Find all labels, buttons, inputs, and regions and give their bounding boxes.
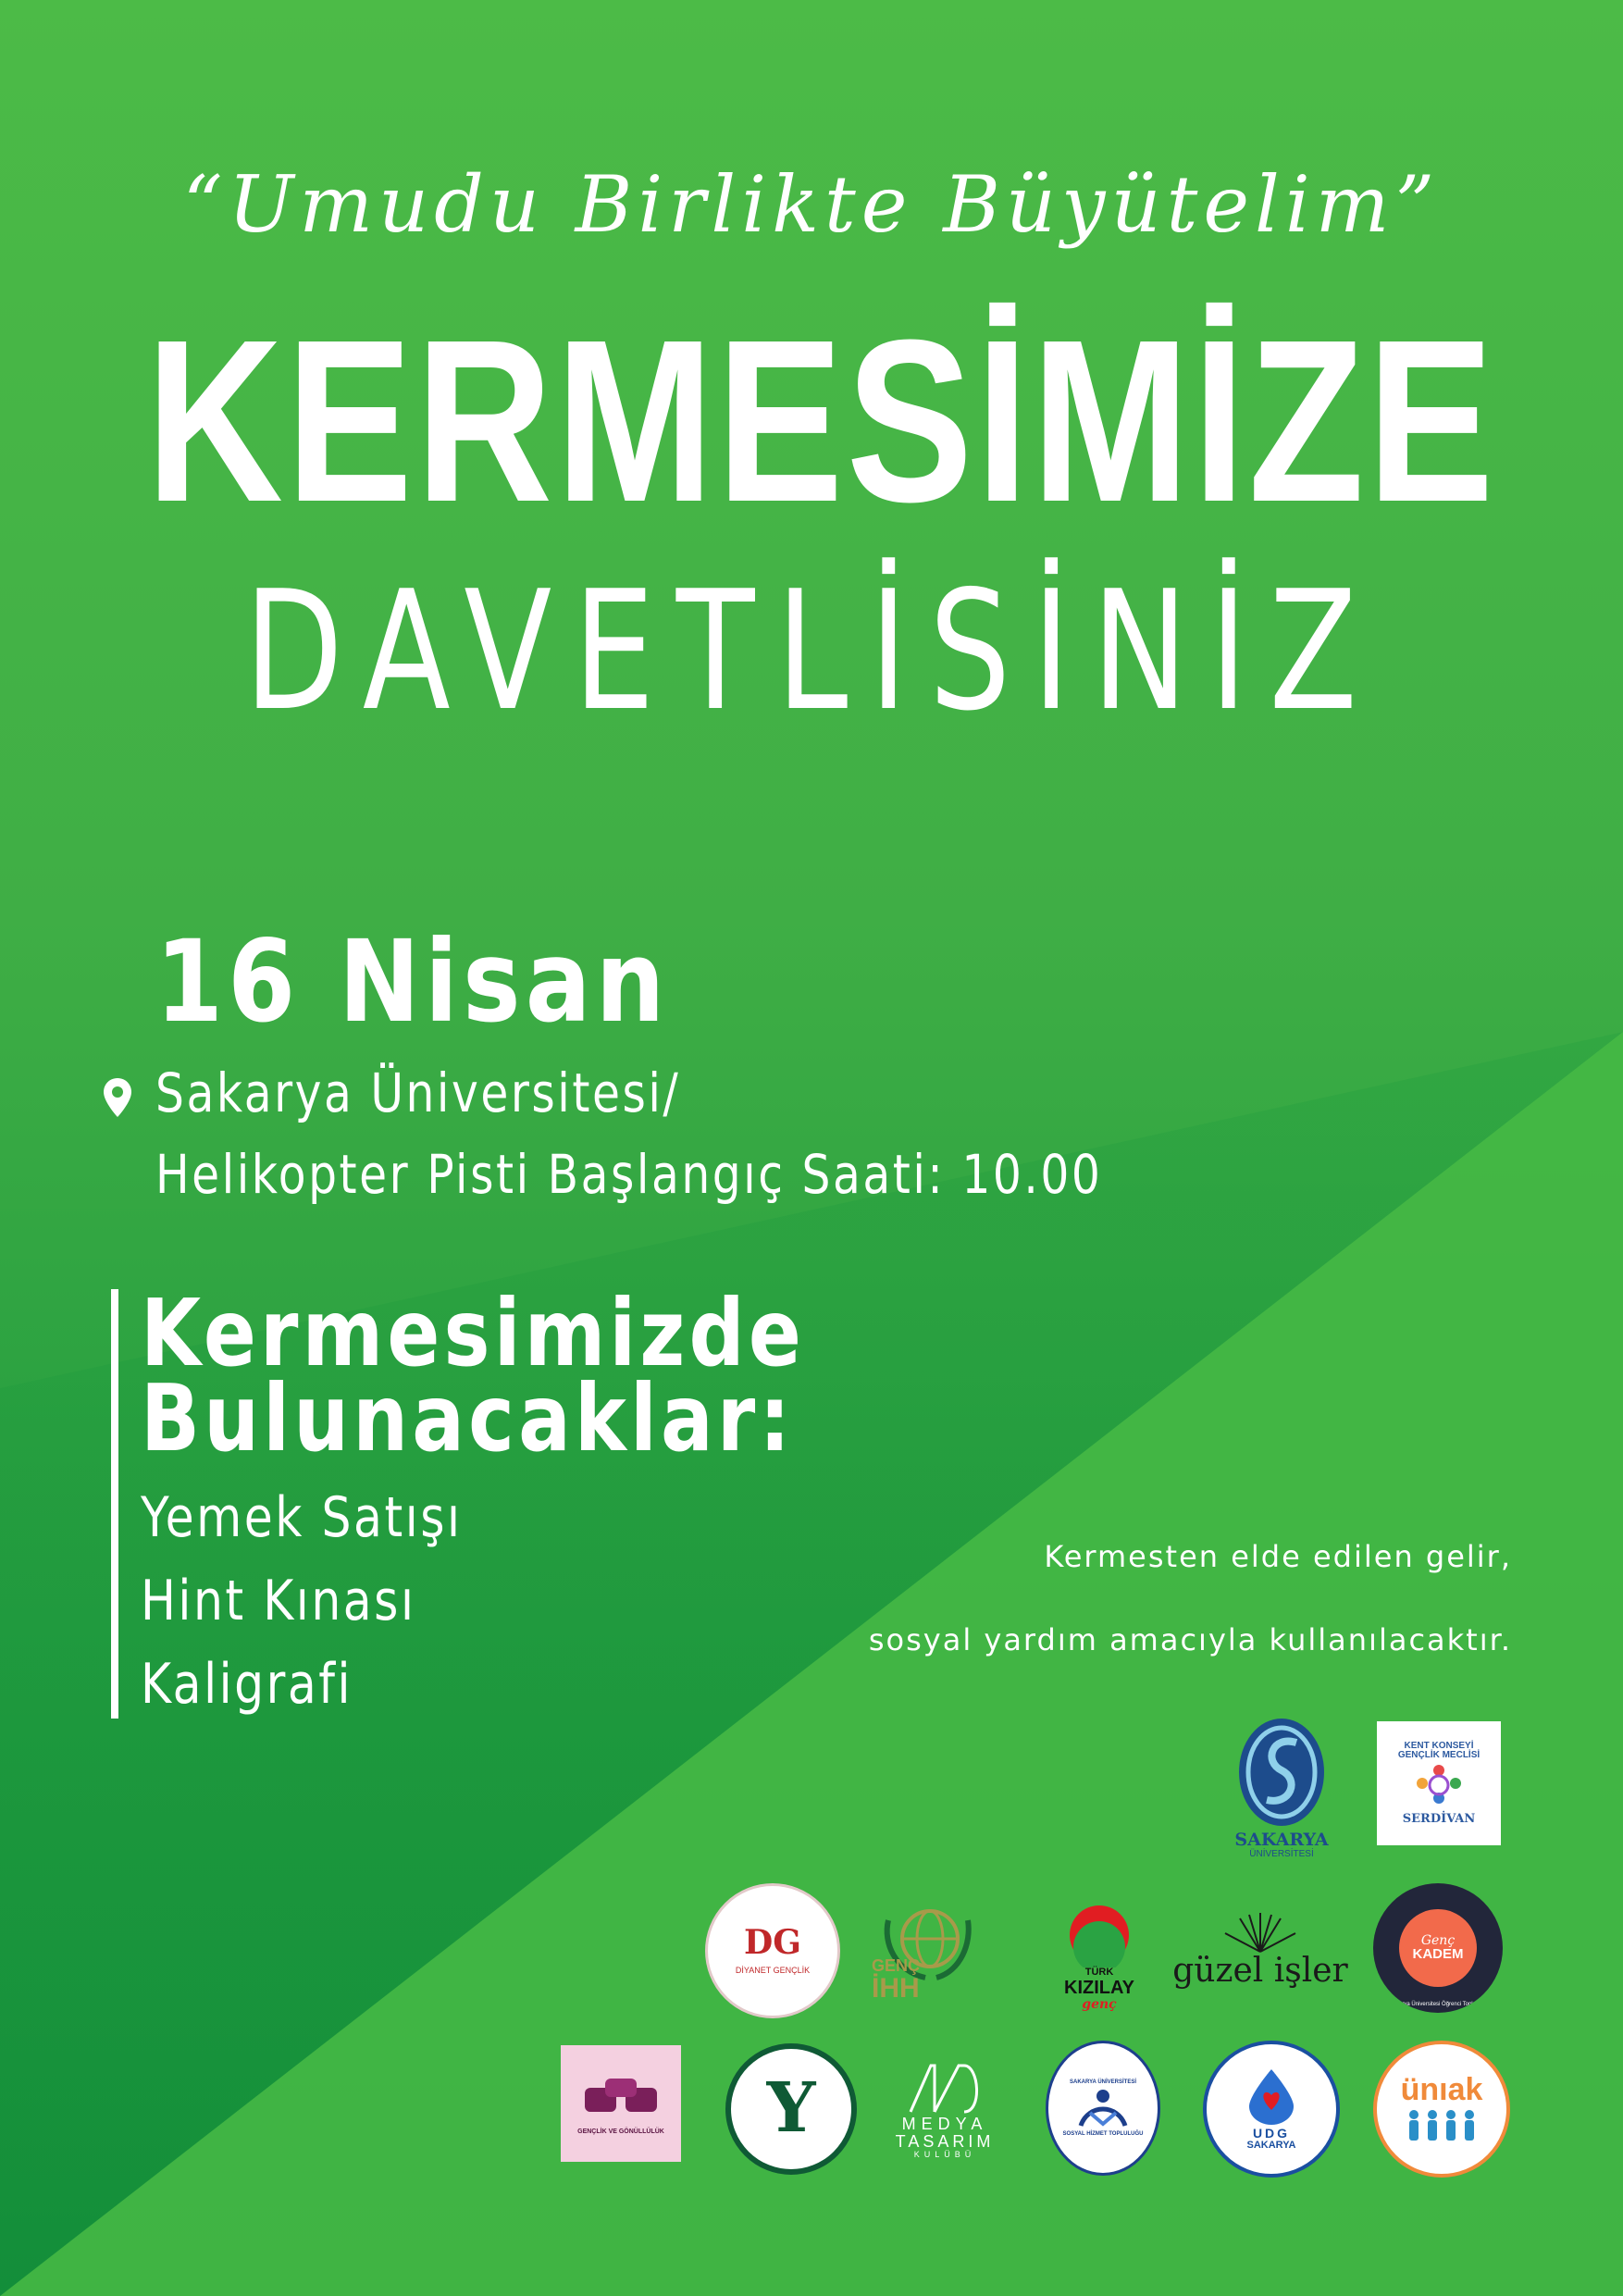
genc-kadem-logo: Genç KADEM Sakarya Üniversitesi Öğrenci Topluluğu [1373,1883,1503,2013]
sakarya-university-logo: SAKARYA ÜNİVERSİTESİ [1221,1712,1342,1865]
items-heading-line-1: Kermesimizde [141,1279,806,1387]
note-line-2: sosyal yardım amacıyla kullanılacaktır. [868,1622,1512,1657]
items-divider [111,1289,118,1719]
list-item: Yemek Satışı [141,1485,463,1550]
udg-sakarya-logo: UDG SAKARYA [1203,2041,1340,2178]
map-pin-icon [102,1076,133,1119]
diyanet-genclik-logo: DG DİYANET GENÇLİK [705,1883,840,2018]
kent-konseyi-logo: KENT KONSEYİ GENÇLİK MECLİSİ SERDİVAN [1377,1721,1501,1845]
genclik-gonulluluk-logo: GENÇLİK VE GÖNÜLLÜLÜK [561,2045,681,2162]
y-logo: Y [725,2043,857,2175]
subheadline: DAVETLİSİNİZ [243,555,1380,747]
genc-ihh-logo: GENÇ İHH [870,1883,981,2004]
sakarya-emblem-icon [1235,1717,1328,1830]
people-circle-icon [1411,1761,1467,1813]
tagline: “Umudu Birlikte Büyütelim” [182,159,1441,250]
headline: KERMESİMİZE [145,292,1497,550]
sunburst-icon [1214,1907,1307,1954]
medya-tasarim-logo: MEDYA TASARIM KULÜBÜ [885,2045,1005,2175]
items-heading-line-2: Bulunacaklar: [141,1364,795,1472]
location-line-1: Sakarya Üniversitesi/ [155,1061,681,1124]
items-heading [141,1279,806,1472]
hands-icon [579,2071,663,2127]
note-line-1: Kermesten elde edilen gelir, [1044,1539,1512,1574]
people-hands-icon [1075,2085,1131,2131]
genc-kizilay-logo: TÜRK KIZILAY genç [1053,1888,1146,2027]
event-date: 16 Nisan [155,916,670,1048]
location-line-2: Helikopter Pisti Başlangıç Saati: 10.00 [155,1143,1103,1206]
list-item: Kaligrafi [141,1652,353,1717]
water-drop-icon [1244,2067,1299,2127]
guzel-isler-logo: güzel işler [1168,1897,1353,1999]
crescent-icon [1062,1903,1136,1967]
list-item: Hint Kınası [141,1569,416,1633]
people-group-icon [1400,2107,1483,2144]
sosyal-hizmet-logo: SAKARYA ÜNİVERSİTESİ SOSYAL HİZMET TOPLULUĞU [1046,2041,1160,2176]
uniak-logo: ünıak [1373,2041,1510,2178]
md-monogram-icon [903,2060,986,2116]
